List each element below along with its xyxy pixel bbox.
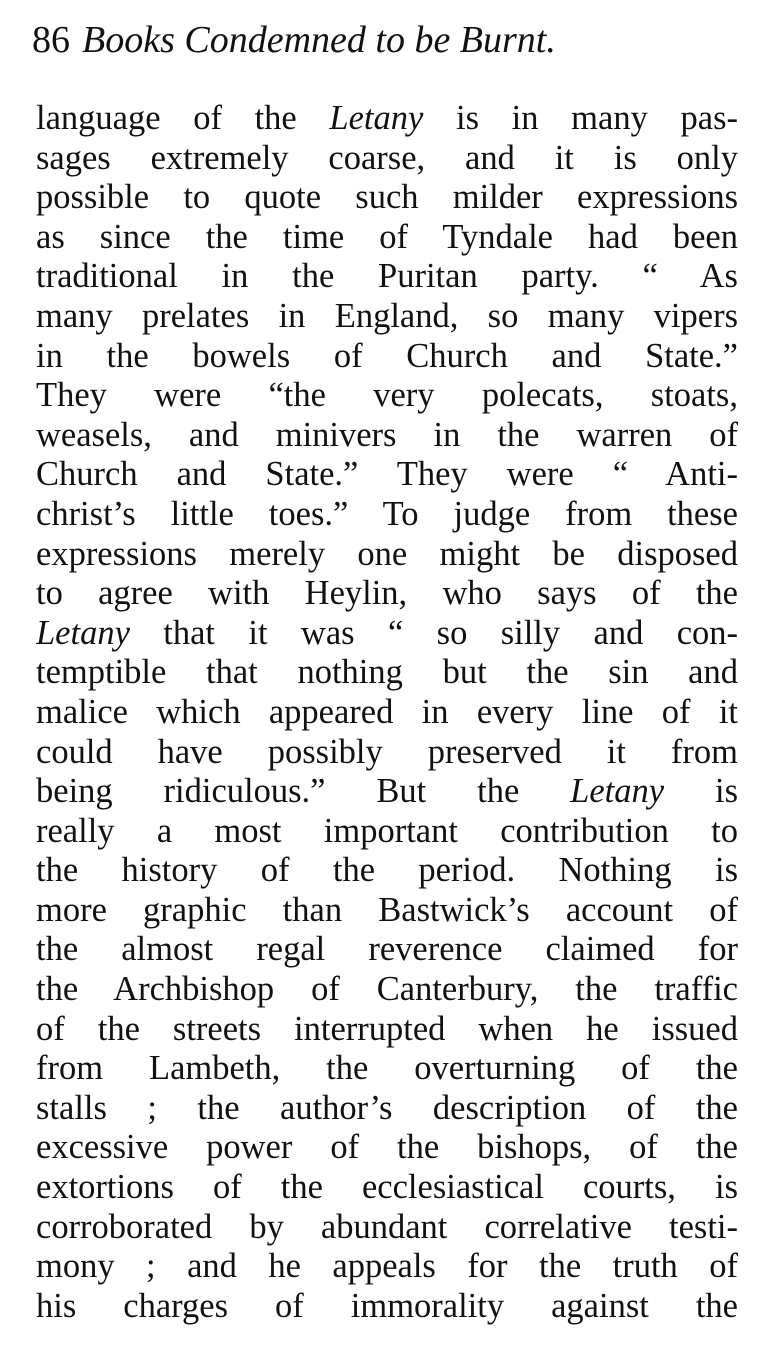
text-segment: extortions of the ecclesiastical courts, is (36, 1168, 738, 1207)
text-segment: traditional in the Puritan party. “ As (36, 257, 738, 296)
text-segment: could have possibly preserved it from (36, 732, 738, 771)
text-line (36, 574, 738, 614)
text-line (36, 970, 738, 1010)
text-line (36, 416, 738, 456)
text-segment: from Lambeth, the overturning of the (36, 1049, 738, 1088)
text-segment: is (664, 772, 738, 811)
text-line (36, 139, 738, 179)
text-line (36, 337, 738, 377)
italic-title-segment: Letany (570, 772, 665, 811)
text-segment: excessive power of the bishops, of the (36, 1128, 738, 1167)
text-line (36, 772, 738, 812)
text-segment: really a most important contribution to (36, 811, 738, 850)
text-segment: of the streets interrupted when he issued (36, 1009, 738, 1048)
text-segment: They were “the very polecats, stoats, (36, 376, 738, 415)
text-segment: malice which appeared in every line of it (36, 692, 738, 731)
text-line (36, 1287, 738, 1327)
text-line (36, 535, 738, 575)
text-line (36, 1208, 738, 1248)
text-segment: stalls ; the author’s description of the (36, 1088, 738, 1127)
text-segment: christ’s little toes.” To judge from these (36, 494, 738, 533)
text-line (36, 297, 738, 337)
text-segment: in the bowels of Church and State.” (36, 336, 738, 375)
text-segment: expressions merely one might be disposed (36, 534, 738, 573)
italic-title-segment: Letany (36, 613, 130, 652)
text-segment: corroborated by abundant correlative testi- (36, 1207, 738, 1246)
text-line (36, 851, 738, 891)
text-line (36, 218, 738, 258)
text-segment: more graphic than Bastwick’s account of (36, 890, 738, 929)
text-line (36, 455, 738, 495)
text-line (36, 614, 738, 654)
text-segment: many prelates in England, so many vipers (36, 296, 738, 335)
text-line (36, 1089, 738, 1129)
text-line (36, 99, 738, 139)
text-segment: the Archbishop of Canterbury, the traffic (36, 970, 738, 1009)
text-line (36, 693, 738, 733)
text-segment: the history of the period. Nothing is (36, 851, 738, 890)
text-segment: language of the (36, 99, 330, 137)
text-segment: being ridiculous.” But the (36, 772, 571, 811)
text-line (36, 812, 738, 852)
text-line (36, 495, 738, 535)
page-number: 86 (32, 19, 70, 61)
text-segment: as since the time of Tyndale had been (36, 217, 738, 256)
text-segment: to agree with Heylin, who says of the (36, 574, 738, 613)
page-header (32, 14, 732, 66)
text-segment: weasels, and minivers in the warren of (36, 415, 738, 454)
text-segment: is in many pas- (423, 99, 738, 137)
text-line (36, 1010, 738, 1050)
text-segment: the almost regal reverence claimed for (36, 930, 738, 969)
text-line (36, 178, 738, 218)
text-segment: his charges of immorality against the (36, 1286, 738, 1325)
text-line (36, 1128, 738, 1168)
text-line (36, 930, 738, 970)
text-line (36, 257, 738, 297)
body-text (36, 99, 738, 1326)
text-segment: Church and State.” They were “ Anti- (36, 455, 738, 494)
text-segment: temptible that nothing but the sin and (36, 653, 738, 692)
text-segment: possible to quote such milder expressions (36, 178, 738, 217)
text-line (36, 653, 738, 693)
text-line (36, 376, 738, 416)
text-line (36, 891, 738, 931)
italic-title-segment: Letany (329, 99, 424, 137)
text-line (36, 1049, 738, 1089)
text-line (36, 733, 738, 773)
text-segment: sages extremely coarse, and it is only (36, 138, 738, 177)
text-line (36, 1168, 738, 1208)
text-line (36, 1247, 738, 1287)
running-title: Books Condemned to be Burnt. (82, 19, 556, 61)
text-segment: mony ; and he appeals for the truth of (36, 1247, 738, 1286)
text-segment: that it was “ so silly and con- (129, 613, 738, 652)
